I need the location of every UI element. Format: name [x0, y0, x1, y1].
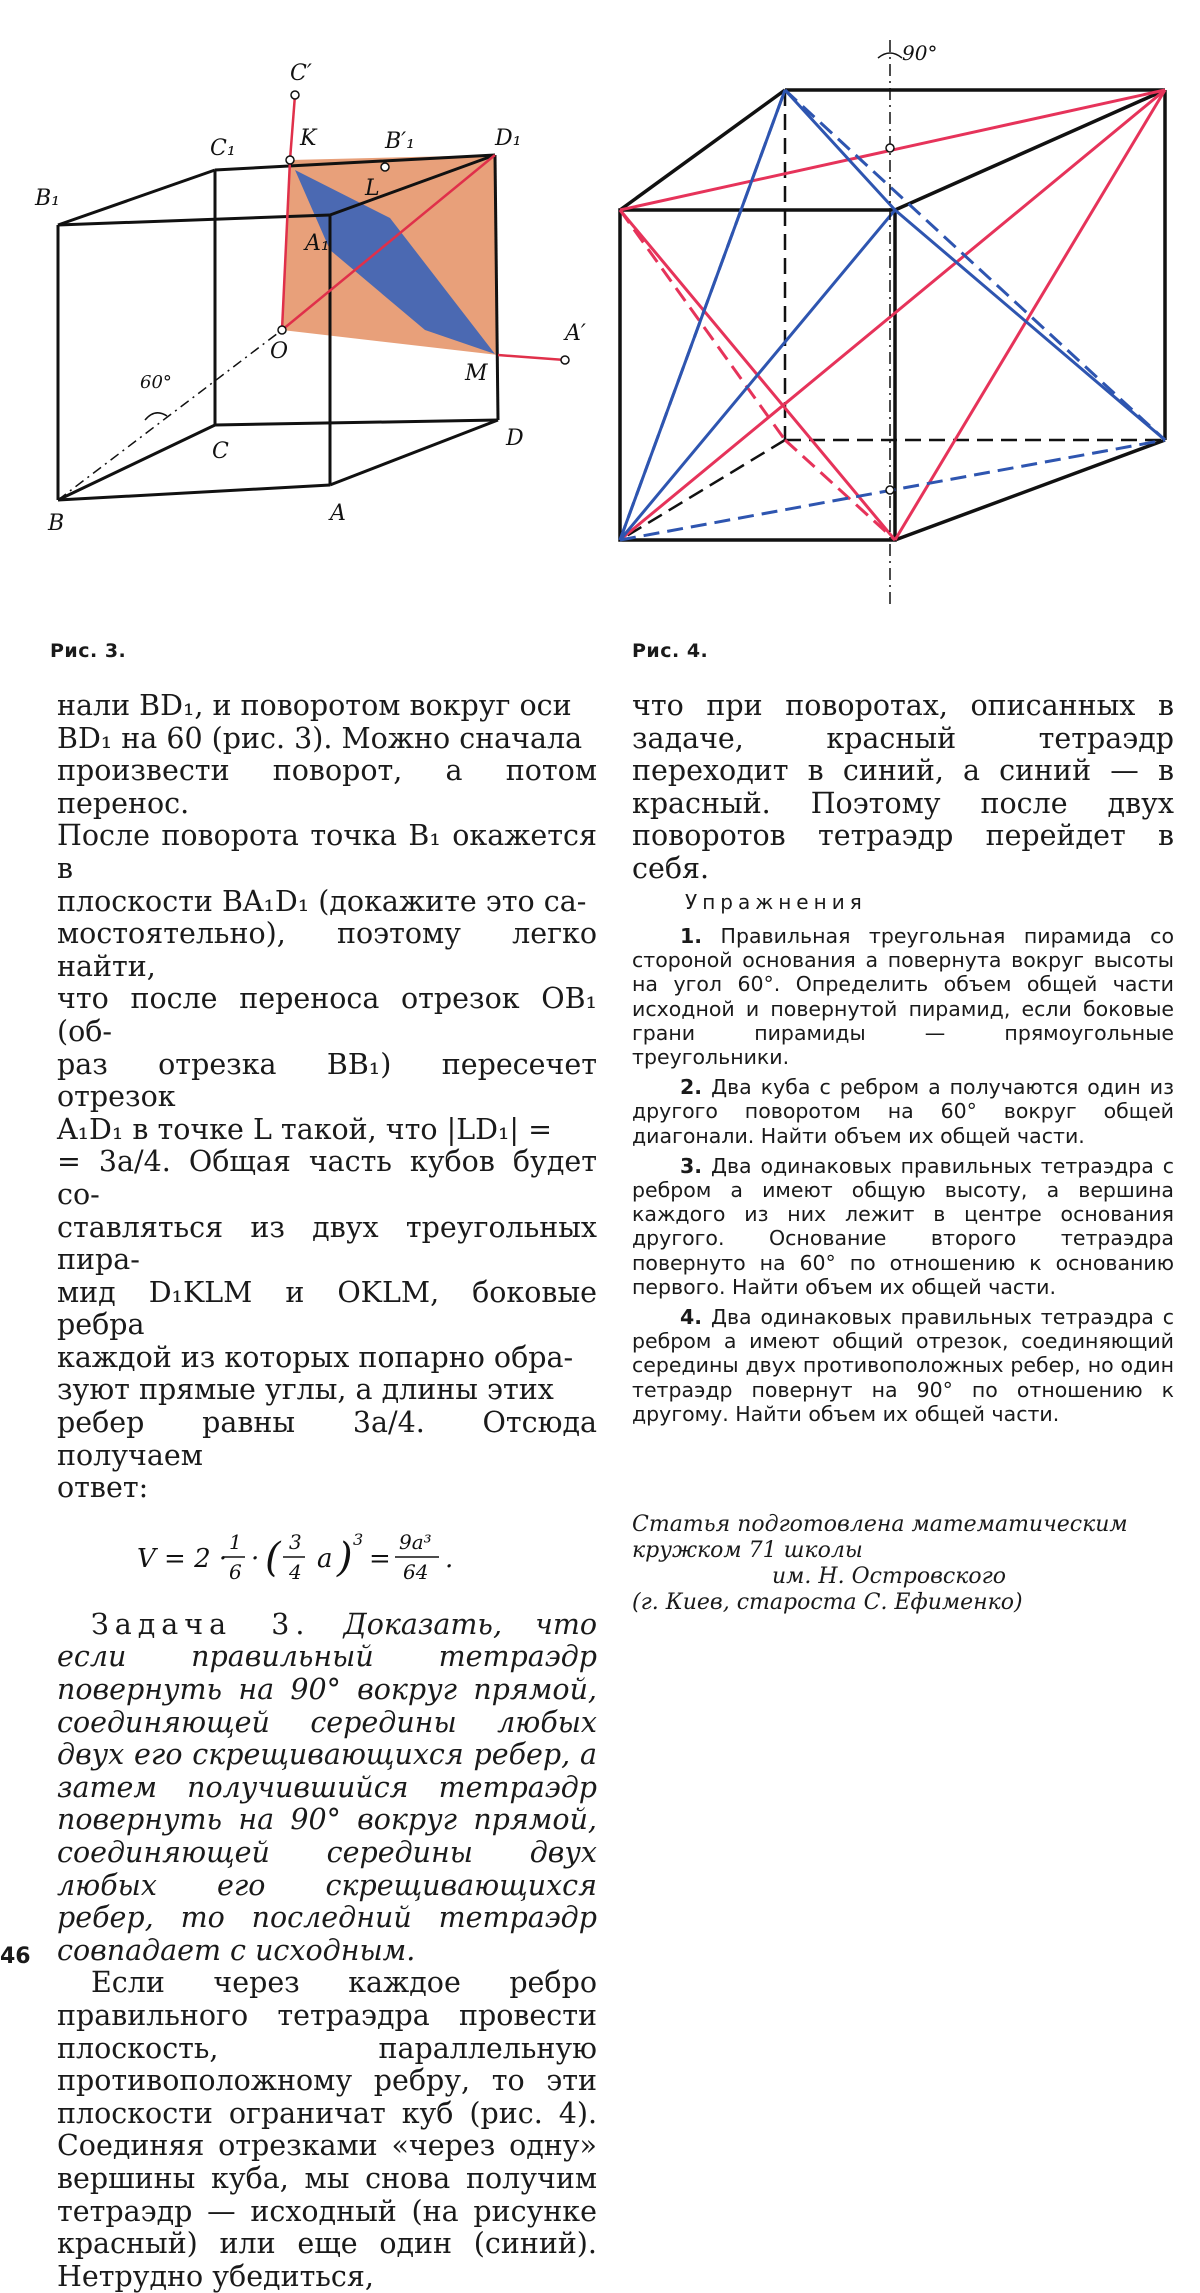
figure-3-cube-rotation — [30, 40, 590, 560]
paragraph-1-line-13: каждой из которых попарно обра- — [57, 1340, 574, 1374]
paragraph-1-line-3: произвести поворот, а потом перенос. — [57, 754, 597, 820]
svg-text:.: . — [445, 1543, 454, 1574]
exercise-3 — [632, 1154, 1174, 1299]
paragraph-1-line-1: нали BD₁, и поворотом вокруг оси — [57, 689, 572, 722]
task-3-text: Доказать, что если правильный тетраэдр повернуть на 90° вокруг прямой, соединяющей середины любых двух его скрещивающихся ребер, а затем получившийся тетраэдр повернуть на 90° вокруг прямой, соединяющей середины двух любых его скрещивающихся ребер, то последний тетраэдр совпадает с исходным. — [57, 1607, 598, 1967]
label-c1: C₁ — [210, 136, 236, 161]
formula-frac2-den: 4 — [289, 1559, 302, 1584]
paragraph-1-line-9: A₁D₁ в точке L такой, что |LD₁| = — [57, 1112, 552, 1146]
exercise-4 — [632, 1305, 1174, 1426]
paragraph-1-line-10: = 3a/4. Общая часть кубов будет со- — [57, 1145, 597, 1211]
exercise-2 — [632, 1075, 1174, 1148]
paragraph-1-line-4: После поворота точка B₁ окажется в — [57, 819, 597, 885]
formula-frac1-den: 6 — [229, 1559, 242, 1584]
label-a1: A₁ — [305, 231, 330, 256]
label-angle-90: 90° — [902, 41, 938, 65]
paragraph-1-line-7: что после переноса отрезок OB₁ (об- — [57, 982, 597, 1048]
formula-frac2-num: 3 — [289, 1529, 302, 1554]
label-k: K — [300, 126, 317, 151]
svg-text:(: ( — [265, 1534, 281, 1581]
paragraph-1-line-2: BD₁ на 60 (рис. 3). Можно сначала — [57, 721, 583, 755]
formula-var: a — [317, 1543, 333, 1574]
left-column — [57, 690, 597, 2293]
paragraph-1-line-8: раз отрезка BB₁) пересечет отрезок — [57, 1047, 597, 1114]
formula-lhs: V = 2 · — [137, 1543, 228, 1574]
label-d1: D₁ — [495, 126, 522, 151]
volume-formula — [57, 1527, 597, 1585]
exercise-1-number: 1. — [680, 924, 703, 948]
label-b1: B₁ — [35, 186, 60, 211]
label-c: C — [212, 439, 229, 464]
formula-result-num: 9a³ — [399, 1529, 432, 1554]
paragraph-1-line-15: ребер равны 3a/4. Отсюда получаем — [57, 1406, 597, 1472]
formula-result-den: 64 — [403, 1559, 429, 1584]
page-number: 46 — [0, 1944, 31, 1969]
label-c-prime: C′ — [290, 61, 312, 86]
figure-3-caption: Рис. 3. — [50, 640, 127, 662]
exercises-list — [632, 924, 1174, 1432]
paragraph-1-line-14: зуют прямые углы, а длины этих — [57, 1373, 554, 1407]
credits-line-3: им. Н. Островского — [772, 1564, 1006, 1589]
exercises-title: Упражнения — [685, 890, 867, 914]
credits-line-4: (г. Киев, староста С. Ефименко) — [632, 1590, 1023, 1615]
exercise-2-text: Два куба с ребром a получаются один из другого поворотом на 60° вокруг общей диагонали. Найти объем их общей части. — [632, 1075, 1174, 1148]
exercise-2-number: 2. — [680, 1075, 703, 1100]
svg-text:): ) — [337, 1534, 353, 1581]
svg-text:·: · — [251, 1543, 260, 1574]
figure-4-cube-tetrahedra — [610, 30, 1180, 610]
formula-frac1-num: 1 — [229, 1529, 242, 1554]
exercise-1-text: Правильная треугольная пирамида со стороной основания a повернута вокруг высоты на угол 60°. Определить объем общей части исходной и повернутой пирамид, если боковые грани пирамиды — прямоугольные треугольники. — [632, 924, 1174, 1070]
svg-text:=: = — [369, 1543, 391, 1574]
exercise-4-number: 4. — [680, 1305, 703, 1330]
credits-line-2: кружком 71 школы — [632, 1538, 863, 1563]
right-paragraph-1: что при поворотах, описанных в задаче, красный тетраэдр переходит в синий, а синий — в красный. Поэтому после двух поворотов тетраэдр перейдет в себя. — [632, 689, 1174, 885]
paragraph-1-line-11: ставляться из двух треугольных пира- — [57, 1210, 597, 1277]
paragraph-1-line-5: плоскости BA₁D₁ (докажите это са- — [57, 884, 587, 918]
exercise-1 — [632, 924, 1174, 1069]
formula-power: 3 — [353, 1529, 364, 1549]
label-m: M — [465, 361, 488, 386]
right-column-text — [632, 690, 1174, 886]
rotation-axis-bd1 — [58, 330, 282, 500]
paragraph-1-line-12: мид D₁KLM и OKLM, боковые ребра — [57, 1275, 597, 1342]
label-d: D — [506, 426, 524, 451]
task-3-title: Задача 3. — [91, 1607, 311, 1641]
label-a-prime: A′ — [565, 321, 586, 346]
paragraph-2: Если через каждое ребро правильного тетраэдра провести плоскость, параллельную противоположному ребру, то эти плоскости ограничат куб (рис. 4). Соединяя отрезками «через одну» вершины куба, мы снова получим тетраэдр — исходный (на рисунке красный) или еще один (синий). Нетрудно убедиться, — [57, 1966, 597, 2293]
label-l: L — [365, 176, 380, 201]
label-b: B — [48, 511, 65, 536]
article-credits — [632, 1512, 1174, 1616]
paragraph-1-line-6: мостоятельно), поэтому легко найти, — [57, 917, 597, 983]
exercise-4-text: Два одинаковых правильных тетраэдра с ребром a имеют общий отрезок, соединяющий середины двух противоположных ребер, но один тетраэдр повернут на 90° по отношению к другому. Найти объем их общей части. — [632, 1305, 1174, 1426]
label-b1-prime: B′₁ — [385, 129, 415, 154]
credits-line-1: Статья подготовлена математическим — [632, 1512, 1128, 1537]
exercise-3-number: 3. — [680, 1153, 703, 1178]
exercise-3-text: Два одинаковых правильных тетраэдра с ребром a имеют общую высоту, а вершина каждого из них лежит в центре основания другого. Основание второго тетраэдра повернуто на 60° по отношению к основанию первого. Найти объем их общей части. — [632, 1153, 1174, 1299]
task-3 — [57, 1609, 597, 1968]
paragraph-1-line-16: ответ: — [57, 1471, 149, 1505]
label-o: O — [270, 339, 289, 364]
figure-4-caption: Рис. 4. — [632, 640, 709, 662]
label-angle-60: 60° — [140, 372, 172, 393]
label-a: A — [330, 501, 346, 526]
